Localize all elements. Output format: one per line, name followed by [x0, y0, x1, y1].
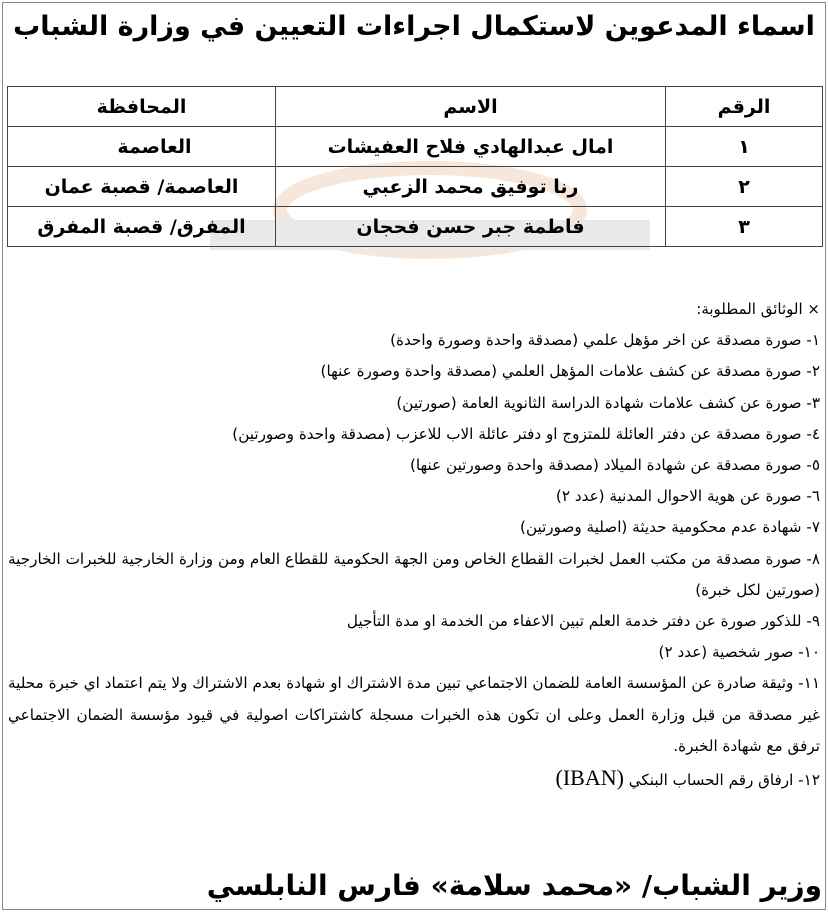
iban-code: (IBAN): [555, 765, 624, 791]
documents-heading: × الوثائق المطلوبة:: [696, 300, 820, 318]
header-number: الرقم: [666, 87, 823, 127]
iban-label: ١٢- ارفاق رقم الحساب البنكي: [628, 771, 820, 790]
document-item: ٦- صورة عن هوية الاحوال المدنية (عدد ٢): [555, 487, 820, 506]
document-item: ١- صورة مصدقة عن اخر مؤهل علمي (مصدقة واحدة وصورة واحدة): [390, 331, 820, 350]
row-governorate: المفرق/ قصبة المفرق: [8, 207, 276, 247]
row-name: رنا توفيق محمد الزعبي: [276, 167, 666, 207]
row-governorate: العاصمة: [8, 127, 276, 167]
table-row: [8, 127, 823, 167]
document-item: ١٠- صور شخصية (عدد ٢): [658, 643, 820, 662]
page-title: اسماء المدعوين لاستكمال اجراءات التعيين في وزارة الشباب: [13, 11, 815, 42]
document-item: ٢- صورة مصدقة عن كشف علامات المؤهل العلمي (مصدقة واحدة وصورة عنها): [320, 362, 820, 381]
required-documents: [8, 294, 820, 796]
document-item: ١١- وثيقة صادرة عن المؤسسة العامة للضمان الاجتماعي تبين مدة الاشتراك او شهادة بعدم الاشتراك ولا يتم اعتماد اي خبرة محلية غير مصدقة من قبل وزارة العمل وعلى ان تكون هذه الخبرات مسجلة كاشتراكات اصولية في قيود مؤسسة الضمان الاجتماعي ترفق مع شهادة الخبرة.: [8, 674, 820, 755]
table-row: [8, 207, 823, 247]
minister-signature: وزير الشباب/ «محمد سلامة» فارس النابلسي: [206, 869, 822, 902]
document-item: ٤- صورة مصدقة عن دفتر العائلة للمتزوج او دفتر عائلة الاب للاعزب (مصدقة واحدة وصورتين): [232, 424, 820, 443]
row-name: فاطمة جبر حسن فحجان: [276, 207, 666, 247]
row-number: ١: [666, 127, 823, 167]
row-governorate: العاصمة/ قصبة عمان: [8, 167, 276, 207]
document-item-iban: [8, 762, 820, 796]
row-number: ٣: [666, 207, 823, 247]
invitees-table: [7, 86, 823, 247]
document-item: ٣- صورة عن كشف علامات شهادة الدراسة الثانوية العامة (صورتين): [396, 393, 820, 412]
document-item: ٧- شهادة عدم محكومية حديثة (اصلية وصورتين): [520, 518, 820, 537]
table-header-row: [8, 87, 823, 127]
document-item: ٩- للذكور صورة عن دفتر خدمة العلم تبين الاعفاء من الخدمة او مدة التأجيل: [346, 612, 820, 631]
row-name: امال عبدالهادي فلاح العفيشات: [276, 127, 666, 167]
header-name: الاسم: [276, 87, 666, 127]
document-item: ٥- صورة مصدقة عن شهادة الميلاد (مصدقة واحدة وصورتين عنها): [409, 456, 820, 475]
document-item: ٨- صورة مصدقة من مكتب العمل لخبرات القطاع الخاص ومن الجهة الحكومية للقطاع العام ومن وزارة الخارجية للخبرات الخارجية (صورتين لكل خبرة): [8, 549, 820, 599]
row-number: ٢: [666, 167, 823, 207]
header-governorate: المحافظة: [8, 87, 276, 127]
table-row: [8, 167, 823, 207]
